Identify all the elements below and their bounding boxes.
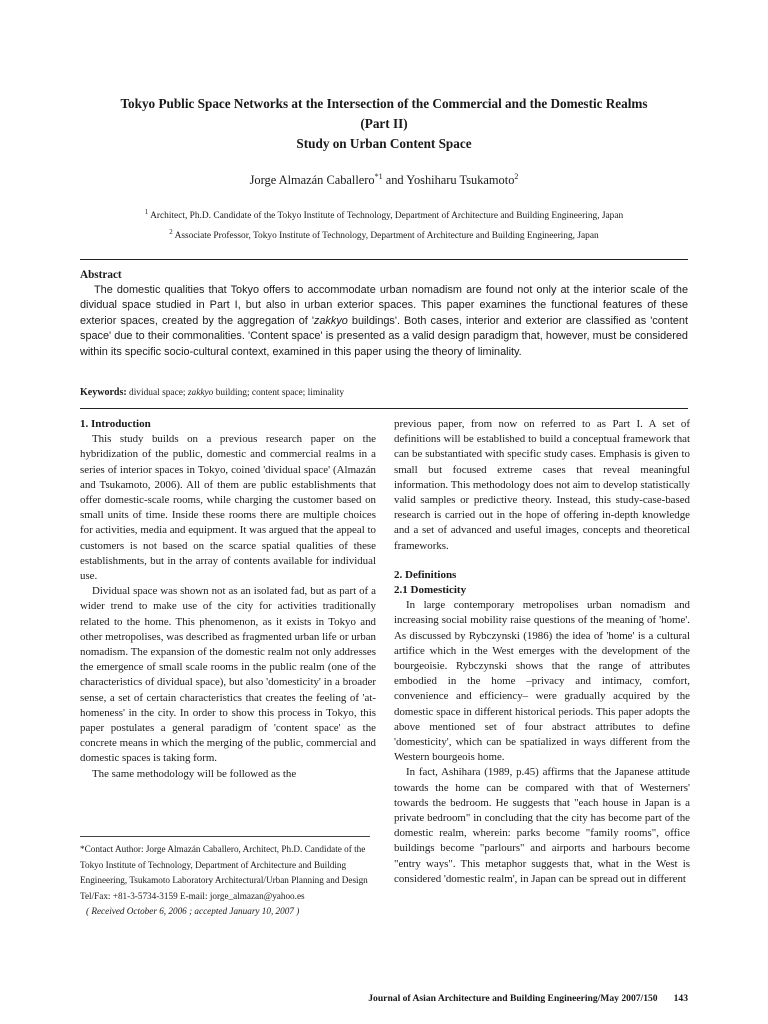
- affiliations: [60, 204, 708, 244]
- footnote: [80, 842, 376, 920]
- footnote-rule: [80, 836, 370, 837]
- abstract-text-em: zakkyo: [313, 314, 348, 327]
- top-rule: [80, 259, 688, 260]
- keywords-rule: [80, 408, 688, 409]
- keywords-label: Keywords:: [80, 387, 127, 398]
- abstract-section: [80, 268, 688, 360]
- affiliation-1-mark: 1: [144, 208, 149, 217]
- abstract-heading: Abstract: [80, 269, 122, 281]
- author-and: and: [382, 173, 407, 188]
- abstract-text: [80, 283, 688, 360]
- domesticity-heading: 2.1 Domesticity: [394, 584, 467, 597]
- author-1: Jorge Almazán Caballero: [249, 173, 375, 188]
- intro-paragraph-1: This study builds on a previous research paper on the hybridization of the public, domestic and commercial realms in a series of interior spaces in Tokyo, coined 'dividual space' (Almazán and Tsukamoto, 2006). All of them are public establishments that offer domestic-scale rooms, while charging the customer based on small units of time. Inside these rooms there are multiple choices for activities, media and equipment. It was argued that the appeal to customers is not based on the scarce spatial qualities of these establishments, but in the array of contents available for individual use.: [80, 433, 376, 583]
- footer-journal: Journal of Asian Architecture and Building Engineering/May 2007/150: [368, 993, 658, 1004]
- footnote-contact: *Contact Author: Jorge Almazán Caballero, Architect, Ph.D. Candidate of the Tokyo Institute of Technology, Department of Architecture and Building Engineering, Tsukamoto Laboratory Architectural/Urban Planning and Design: [80, 844, 368, 886]
- footnote-received: ( Received October 6, 2006 ; accepted January 10, 2007 ): [86, 906, 300, 917]
- page-footer: [368, 993, 688, 1004]
- right-column: [394, 417, 690, 887]
- title-line-1: Tokyo Public Space Networks at the Intersection of the Commercial and the Domestic Realms: [120, 96, 648, 111]
- affiliation-2-mark: 2: [169, 228, 173, 237]
- abstract-text-b: buildings'. Both cases, interior and exterior are classified as 'content space' due to their commonalities. 'Content space' is presented as a valid design paradigm that, however, must be considered within its specific socio-cultural context, examined in this paper using the theory of liminality.: [80, 314, 688, 358]
- page-number: 143: [673, 993, 688, 1004]
- authors: [60, 172, 708, 188]
- section-spacer: [394, 554, 690, 568]
- paper-title: [60, 94, 708, 154]
- affiliation-2-text: Associate Professor, Tokyo Institute of Technology, Department of Architecture and Building Engineering, Japan: [172, 231, 599, 242]
- author-2: Yoshiharu Tsukamoto: [406, 173, 515, 188]
- keywords-text-em: zakkyo: [187, 388, 214, 398]
- intro-paragraph-2: Dividual space was shown not as an isolated fad, but as part of a wider trend to make use of the city for activities traditionally related to the home. This phenomenon, as it exists in Tokyo and other metropolises, was described as fragmented urban life or urban nomadism. The expansion of the domestic realm not only addresses the emergence of small scale rooms in the public realm (one of the characteristics of dividual space), but also 'domesticity' in a broader sense, a set of certain characteristics that creates the feeling of 'at-homeness' in the city. In order to show this process in Tokyo, this paper postulates a general paradigm of 'content space' as the concrete means in which the merging of the public, commercial and domestic spaces is taking form.: [80, 585, 376, 765]
- keywords-text-b: building; content space; liminality: [213, 388, 345, 398]
- keywords: [80, 387, 688, 398]
- title-block: [60, 94, 708, 244]
- footnote-tel: Tel/Fax: +81-3-5734-3159 E-mail: jorge_almazan@yahoo.es: [80, 890, 305, 901]
- title-line-2: (Part II): [360, 116, 408, 131]
- abstract-text-a: The domestic qualities that Tokyo offers to accommodate urban nomadism are found not only at the interior scale of the dividual space studied in Part I, but also in urban exterior spaces. This paper examines the functional features of these exterior spaces, created by the aggregation of ': [80, 284, 688, 327]
- author-1-mark: *1: [374, 172, 383, 181]
- affiliation-1: [60, 204, 708, 224]
- paper-subtitle: Study on Urban Content Space: [296, 136, 472, 151]
- definitions-heading: 2. Definitions: [394, 568, 457, 581]
- affiliation-1-text: Architect, Ph.D. Candidate of the Tokyo Institute of Technology, Department of Architecture and Building Engineering, Japan: [148, 211, 624, 222]
- domesticity-paragraph-2: In fact, Ashihara (1989, p.45) affirms that the Japanese attitude towards the home can be compared with that of Westerners' towards the bedroom. He suggests that "each house in Japan is a private bedroom" in concluding that the city has become part of the domestic realm, wherein: parks become "family rooms", office buildings become "parlours" and airports and harbours become "entry ways". This metaphor suggests that, what in the West is considered 'domestic realm', in Japan can be spread out in different: [394, 766, 690, 885]
- keywords-text-a: dividual space;: [126, 388, 188, 398]
- left-column: [80, 417, 376, 782]
- right-paragraph-continued: previous paper, from now on referred to as Part I. A set of definitions will be established to build a conceptual framework that can be substantiated with specific study cases. Emphasis is given to small but focused extreme cases that reveal meaningful information. This methodology does not aim to develop statistically valid samples or predictive theory. Instead, this study-case-based research is carried out in the hope of offering in-depth knowledge and a set of advanced and useful images, concepts and theoretical frameworks.: [394, 418, 690, 552]
- affiliation-2: [60, 224, 708, 244]
- intro-heading: 1. Introduction: [80, 418, 151, 430]
- intro-paragraph-3: The same methodology will be followed as the: [92, 767, 297, 780]
- author-2-mark: 2: [514, 172, 519, 181]
- domesticity-paragraph-1: In large contemporary metropolises urban nomadism and increasing social mobility raise questions of the meaning of 'home'. As discussed by Rybczynski (1986) the idea of 'home' is a cultural artifice which in the West emerges with the development of the bourgeoisie. Rybczynski shows that the range of attributes embodied in the home –privacy and intimacy, comfort, convenience and efficiency– were gradually acquired by the domestic space in different historical periods. This paper adopts the above mentioned set of four abstract attributes to define 'domesticity', which can be spatialized in ways different from the Western bourgeois home.: [394, 599, 690, 764]
